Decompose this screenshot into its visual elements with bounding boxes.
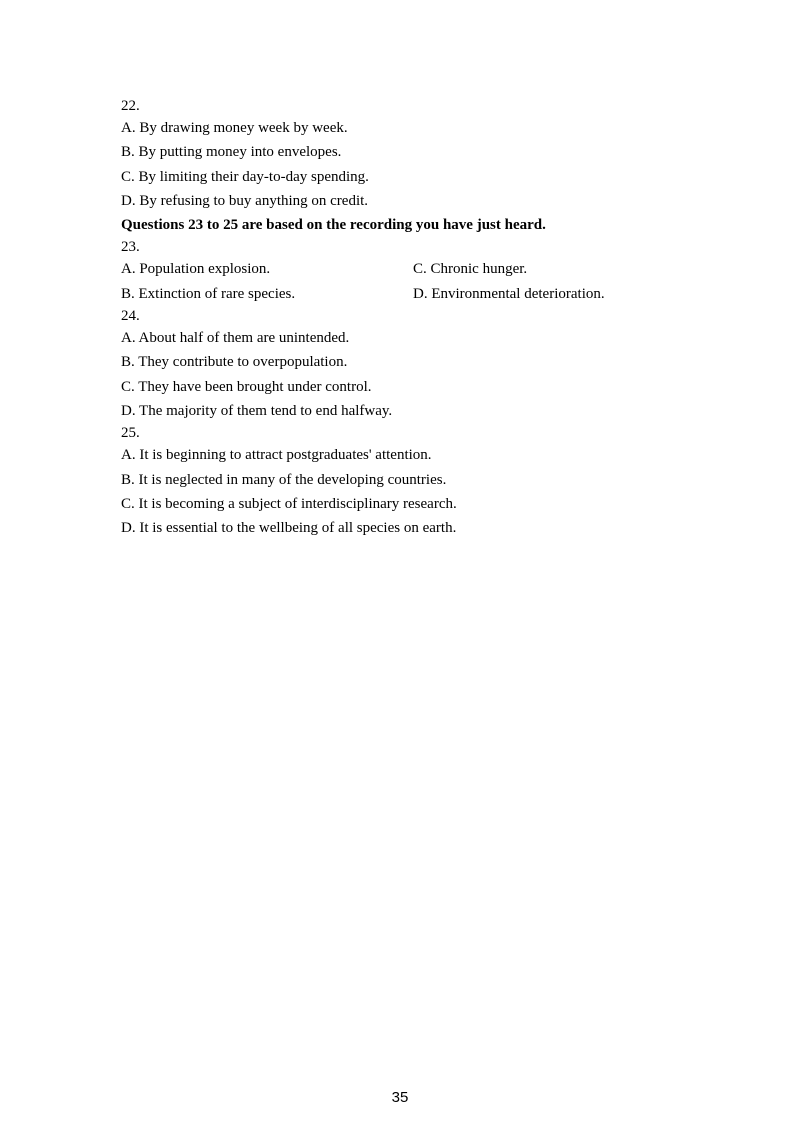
option-a: A. About half of them are unintended.	[121, 330, 350, 347]
option-row	[121, 282, 681, 306]
page-number: 35	[391, 1089, 409, 1106]
option-row	[121, 257, 681, 281]
option-d: D. It is essential to the wellbeing of all species on earth.	[121, 520, 457, 537]
question-number: 25.	[121, 425, 140, 442]
option-b: B. Extinction of rare species.	[121, 285, 296, 302]
option-c: C. It is becoming a subject of interdisciplinary research.	[121, 495, 457, 512]
option-b: B. It is neglected in many of the developing countries.	[121, 471, 447, 488]
option-a: A. It is beginning to attract postgraduates' attention.	[121, 447, 432, 464]
option-c: C. Chronic hunger.	[413, 261, 528, 278]
section-heading: Questions 23 to 25 are based on the recording you have just heard.	[121, 217, 546, 234]
option-c: C. By limiting their day-to-day spending.	[121, 168, 369, 185]
option-a: A. Population explosion.	[121, 261, 271, 278]
question-25	[121, 423, 681, 540]
option-c: C. They have been brought under control.	[121, 378, 372, 395]
question-22	[121, 96, 681, 213]
option-d: D. By refusing to buy anything on credit.	[121, 192, 369, 209]
question-number: 24.	[121, 308, 140, 325]
option-d: D. The majority of them tend to end halfway.	[121, 402, 393, 419]
option-b: B. By putting money into envelopes.	[121, 144, 342, 161]
question-24	[121, 306, 681, 423]
question-number: 23.	[121, 239, 140, 256]
question-content	[121, 96, 681, 540]
option-a: A. By drawing money week by week.	[121, 120, 348, 136]
question-23	[121, 237, 681, 306]
option-d: D. Environmental deterioration.	[413, 285, 605, 302]
option-b: B. They contribute to overpopulation.	[121, 354, 348, 371]
question-number: 22.	[121, 98, 140, 114]
